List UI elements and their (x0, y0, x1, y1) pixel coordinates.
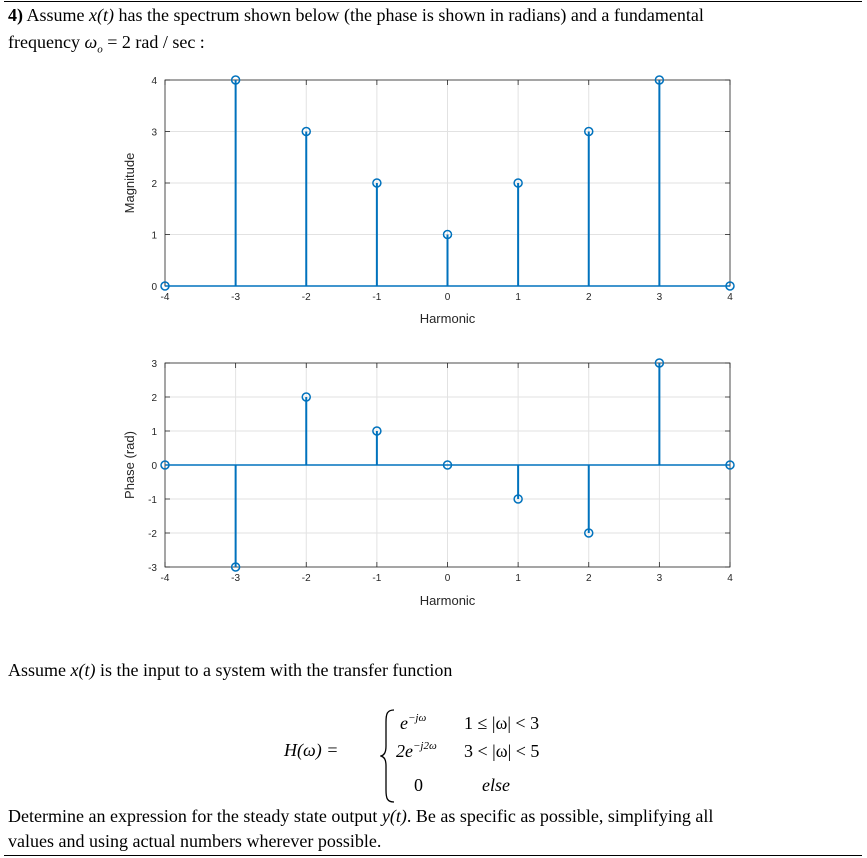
problem-text-a: Assume (26, 5, 85, 25)
chart-phase (122, 359, 734, 608)
tf-case-2-condition: 3 < |ω| < 5 (464, 741, 540, 761)
task-text-b: . Be as specific as possible, simplifying all (406, 806, 714, 826)
frequency-value: = 2 rad / sec : (107, 32, 205, 52)
x-tick-label: -2 (301, 573, 311, 584)
system-line (8, 660, 452, 681)
y-tick-label: 2 (151, 179, 157, 190)
frequency-label: frequency (8, 32, 80, 52)
x-tick-label: -3 (231, 573, 241, 584)
x-tick-label: -4 (160, 292, 170, 303)
y-tick-label: 0 (151, 461, 157, 472)
y-tick-label: 2 (151, 393, 157, 404)
tf-lhs: H(ω) = (284, 740, 339, 760)
x-tick-label: 1 (515, 573, 521, 584)
chart-magnitude (122, 76, 734, 326)
x-tick-label: 0 (444, 292, 451, 303)
bottom-rule (4, 855, 862, 856)
x-tick-label: 0 (444, 573, 451, 584)
problem-text-b: has the spectrum shown below (the phase is shown in radians) and a fundamental (118, 5, 704, 25)
system-text-a: Assume (8, 660, 66, 680)
task-line-1 (8, 806, 713, 827)
tf-case-1-condition: 1 ≤ |ω| < 3 (464, 713, 540, 733)
tf-case-1-expr: $e^{-j\omega}$ (400, 712, 427, 733)
tf-case-3-condition: else (482, 775, 510, 795)
x-tick-label: 1 (515, 292, 521, 303)
omega-subscript: o (97, 43, 103, 56)
x-tick-label: -1 (372, 292, 382, 303)
system-x-of-t: x(t) (70, 660, 96, 680)
x-tick-label: 2 (585, 292, 592, 303)
y-tick-label: 3 (151, 359, 157, 370)
y-axis-label: Magnitude (122, 152, 137, 214)
x-axis-label: Harmonic (419, 593, 476, 608)
x-tick-label: -1 (372, 573, 382, 584)
tf-case-2-expr: $2e^{-j2\omega}$ (396, 740, 437, 761)
x-tick-label: -3 (231, 292, 241, 303)
y-axis-label: Phase (rad) (122, 431, 137, 499)
x-tick-label: 2 (585, 573, 592, 584)
y-of-t: y(t) (381, 806, 407, 826)
y-tick-label: 1 (151, 230, 157, 242)
x-tick-label: 3 (656, 292, 663, 303)
task-text-a: Determine an expression for the steady state output (8, 806, 378, 826)
system-text-b: is the input to a system with the transfer function (99, 660, 453, 680)
left-brace (380, 708, 396, 804)
tf-case-2-exponent: −j2ω (413, 740, 437, 752)
omega-symbol: ω (84, 32, 98, 52)
x-tick-label: -4 (160, 573, 170, 584)
tf-case-3-expr: 0 (414, 775, 423, 795)
y-tick-label: 4 (151, 76, 157, 87)
y-tick-label: 1 (151, 427, 157, 438)
y-tick-label: 0 (151, 282, 157, 293)
problem-number: 4) (8, 5, 23, 25)
x-tick-label: 4 (727, 573, 733, 584)
x-tick-label: 4 (727, 292, 733, 303)
x-of-t: x(t) (89, 5, 114, 25)
y-tick-label: -2 (148, 529, 157, 540)
y-tick-label: 3 (151, 127, 157, 139)
y-tick-label: -1 (148, 495, 157, 506)
y-tick-label: -3 (148, 563, 157, 574)
task-line-2: values and using actual numbers wherever possible. (8, 831, 382, 851)
x-tick-label: 3 (656, 573, 663, 584)
x-tick-label: -2 (301, 292, 311, 303)
tf-case-1-exponent: −jω (408, 712, 427, 724)
x-axis-label: Harmonic (419, 311, 476, 326)
